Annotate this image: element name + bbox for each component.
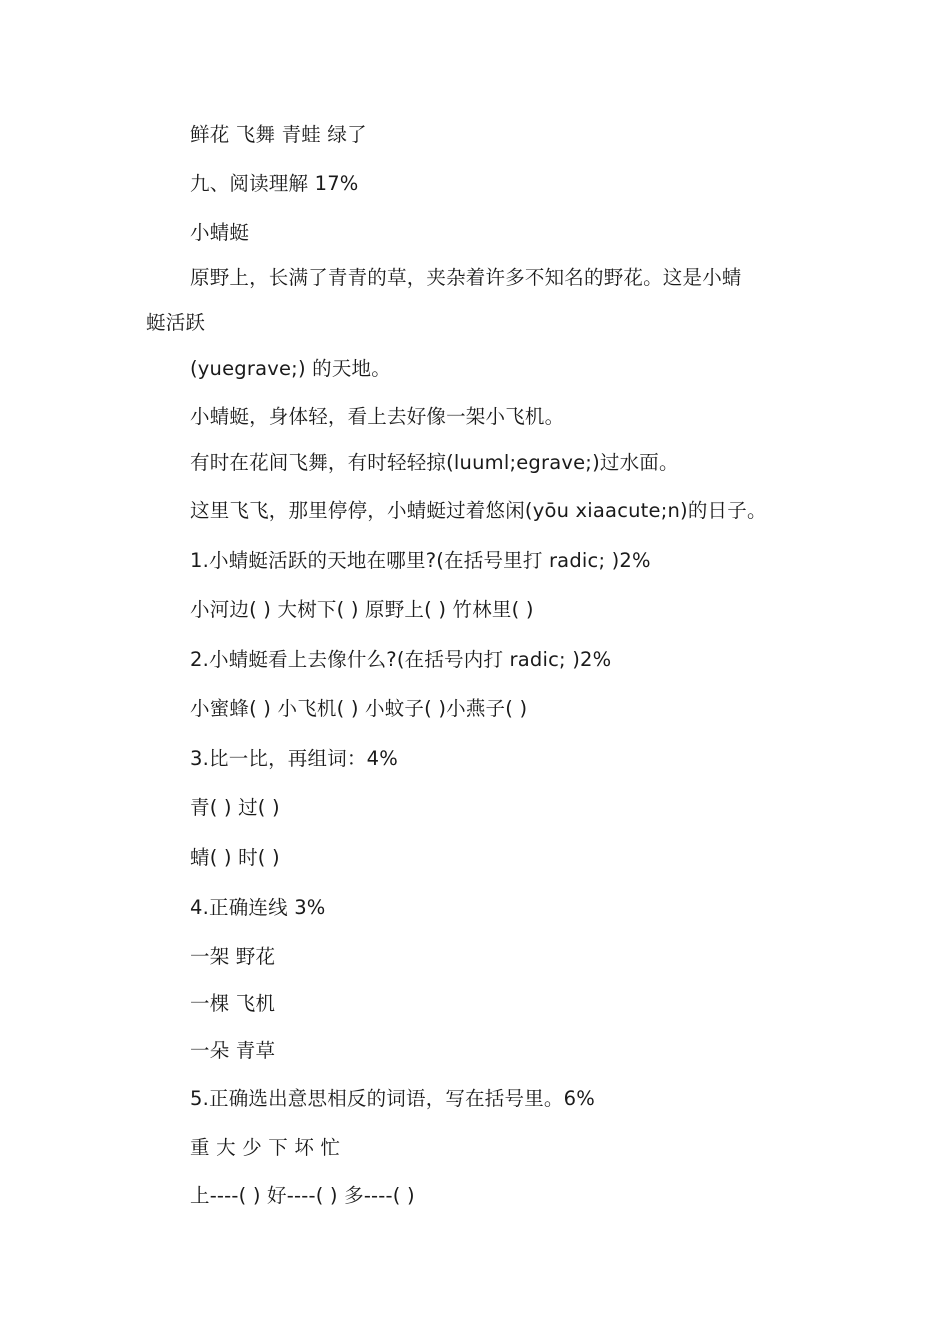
answer-options: 一朵 青草 (190, 1039, 276, 1062)
question: 1.小蜻蜓活跃的天地在哪里?(在括号里打 radic; )2% (190, 549, 651, 572)
answer-options: 一棵 飞机 (190, 992, 276, 1015)
answer-options: 小蜜蜂( ) 小飞机( ) 小蚊子( )小燕子( ) (190, 697, 528, 720)
question: 3.比一比，再组词：4% (190, 747, 398, 770)
paragraph-line: (yuegrave;) 的天地。 (190, 357, 391, 380)
paragraph-line: 蜓活跃 (146, 311, 206, 334)
answer-options: 蜻( ) 时( ) (190, 846, 280, 869)
passage-title: 小蜻蜓 (190, 221, 250, 244)
paragraph-line: 这里飞飞，那里停停，小蜻蜓过着悠闲(yōu xiaacute;n)的日子。 (190, 499, 767, 522)
paragraph-line: 原野上，长满了青青的草，夹杂着许多不知名的野花。这是小蜻 (190, 266, 742, 289)
paragraph-line: 有时在花间飞舞，有时轻轻掠(luuml;egrave;)过水面。 (190, 451, 679, 474)
paragraph-line: 小蜻蜓，身体轻，看上去好像一架小飞机。 (190, 405, 565, 428)
word-bank: 重 大 少 下 坏 忙 (190, 1136, 341, 1159)
section-heading: 九、阅读理解 17% (190, 172, 359, 195)
answer-options: 小河边( ) 大树下( ) 原野上( ) 竹林里( ) (190, 598, 534, 621)
question: 4.正确连线 3% (190, 896, 326, 919)
answer-options: 一架 野花 (190, 945, 276, 968)
question: 5.正确选出意思相反的词语，写在括号里。6% (190, 1087, 595, 1110)
answer-options: 上----( ) 好----( ) 多----( ) (190, 1184, 415, 1207)
answer-options: 青( ) 过( ) (190, 796, 280, 819)
text-line: 鲜花 飞舞 青蛙 绿了 (190, 123, 367, 146)
question: 2.小蜻蜓看上去像什么?(在括号内打 radic; )2% (190, 648, 612, 671)
